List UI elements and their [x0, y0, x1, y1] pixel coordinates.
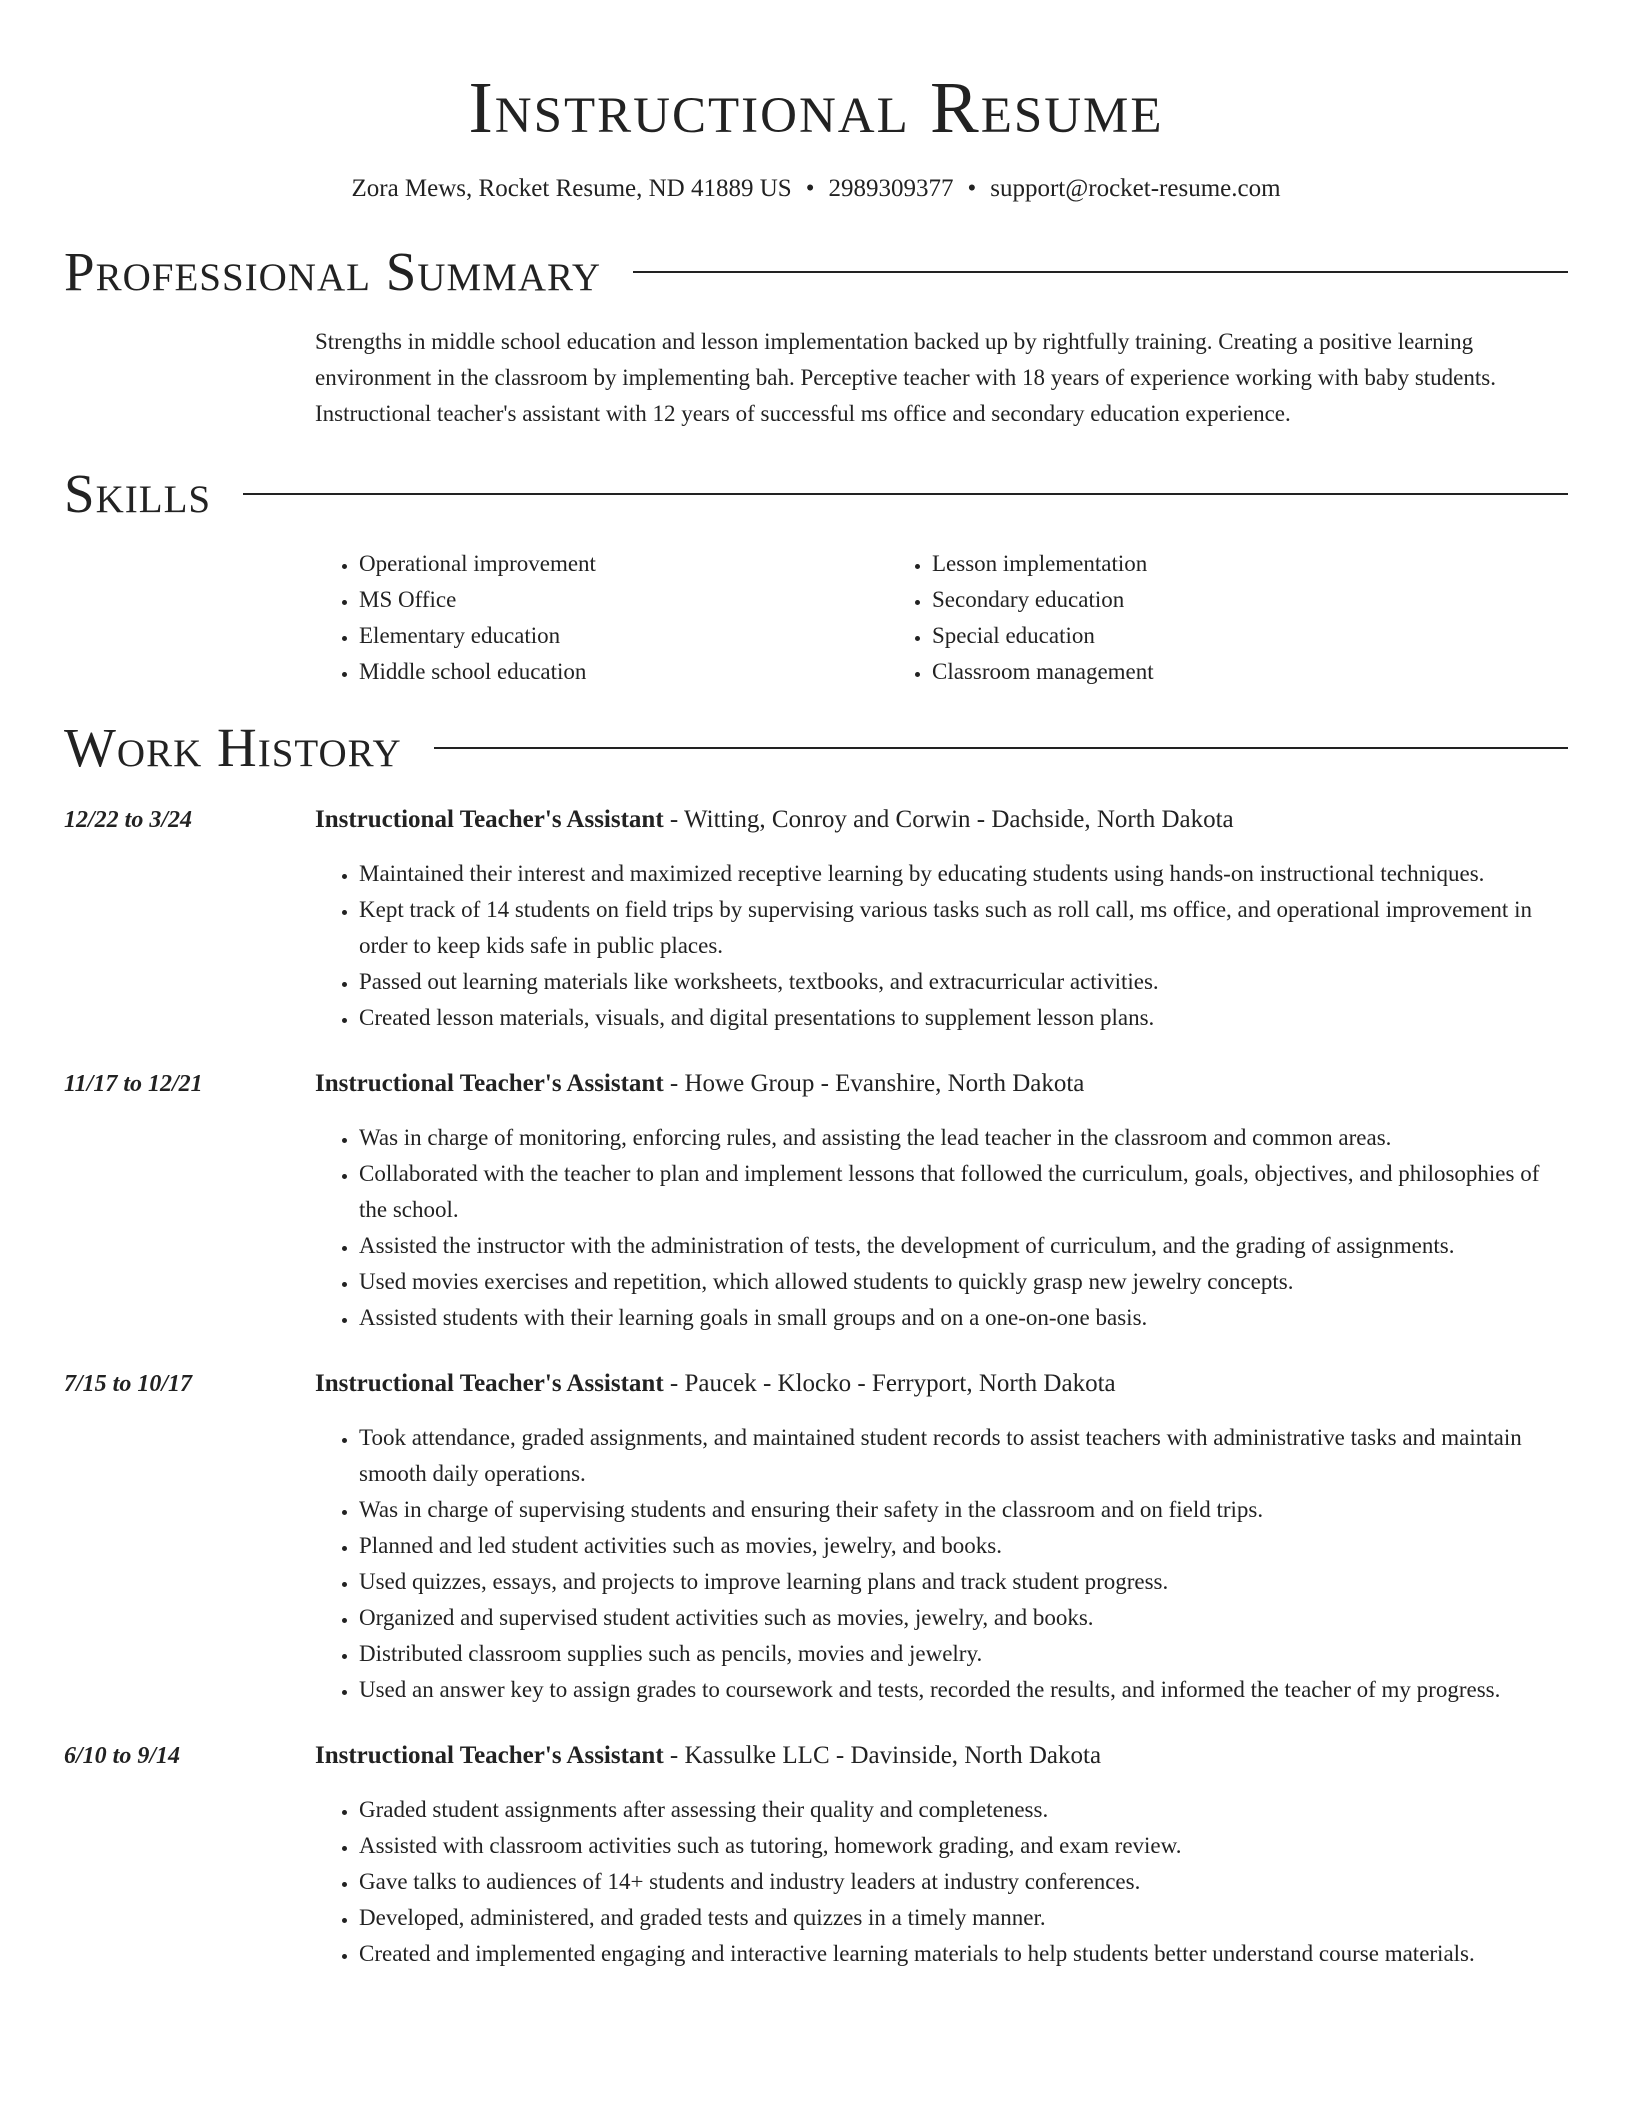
summary-text: Strengths in middle school education and lesson implementation backed up by rightfully training. Creating a positive learning environment in the classroom by implementing bah. Perceptive teacher with 18 years of experience working with baby students. Instructional teacher's assistant with 12 years of successful ms office and secondary education experience.: [315, 329, 1496, 426]
job-dates: 12/22 to 3/24: [64, 807, 193, 833]
skills-heading: Skills: [64, 463, 212, 524]
job-bullet: • Used an answer key to assign grades to coursework and tests, recorded the results, and informed the teacher of my progress.: [359, 1672, 1568, 1708]
job-employer: - Kassulke LLC - Davinside, North Dakota: [663, 1742, 1102, 1769]
skill-item: • Middle school education: [359, 654, 888, 690]
job-title-line: [315, 1066, 1568, 1102]
job-body: [315, 802, 1568, 1036]
contact-separator: •: [967, 175, 977, 202]
skill-item: • Special education: [932, 618, 1461, 654]
job-bullet: • Assisted the instructor with the administration of tests, the development of curriculum, and the grading of assignments.: [359, 1228, 1568, 1264]
section-divider: [434, 747, 1568, 749]
job-bullet: • Created lesson materials, visuals, and digital presentations to supplement lesson plans.: [359, 1000, 1568, 1036]
job-title: Instructional Teacher's Assistant: [315, 806, 664, 833]
contact-address: Zora Mews, Rocket Resume, ND 41889 US: [351, 175, 792, 202]
job-bullet: • Distributed classroom supplies such as pencils, movies and jewelry.: [359, 1636, 1568, 1672]
job-bullet: • Organized and supervised student activities such as movies, jewelry, and books.: [359, 1600, 1568, 1636]
skill-item: • Elementary education: [359, 618, 888, 654]
contact-line: [64, 172, 1568, 206]
skills-list: [315, 546, 1568, 690]
job-bullet: • Planned and led student activities such as movies, jewelry, and books.: [359, 1528, 1568, 1564]
skill-item: • Lesson implementation: [932, 546, 1461, 582]
skills-column-right: [888, 546, 1461, 690]
job-bullet: • Assisted with classroom activities such as tutoring, homework grading, and exam review.: [359, 1828, 1568, 1864]
job-bullet: • Was in charge of monitoring, enforcing rules, and assisting the lead teacher in the classroom and common areas.: [359, 1120, 1568, 1156]
job-title-line: [315, 1738, 1568, 1774]
work-section-header: [64, 716, 1568, 780]
job-body: [315, 1738, 1568, 1972]
resume-page: [64, 0, 1568, 1972]
job-bullet: • Used quizzes, essays, and projects to improve learning plans and track student progress.: [359, 1564, 1568, 1600]
job-bullet: • Collaborated with the teacher to plan and implement lessons that followed the curriculum, goals, objectives, and philosophies of the school.: [359, 1156, 1568, 1228]
job-entry: [64, 1738, 1568, 1972]
job-bullet: • Used movies exercises and repetition, which allowed students to quickly grasp new jewelry concepts.: [359, 1264, 1568, 1300]
skill-item: • Secondary education: [932, 582, 1461, 618]
job-body: [315, 1366, 1568, 1708]
job-bullets: [315, 1120, 1568, 1336]
job-entry: [64, 1366, 1568, 1708]
work-heading: Work History: [64, 717, 402, 778]
job-dates: 11/17 to 12/21: [64, 1071, 203, 1097]
summary-heading: Professional Summary: [64, 241, 602, 302]
skill-item: • Classroom management: [932, 654, 1461, 690]
contact-email: support@rocket-resume.com: [990, 175, 1281, 202]
contact-phone: 2989309377: [828, 175, 954, 202]
job-bullet: • Assisted students with their learning goals in small groups and on a one-on-one basis.: [359, 1300, 1568, 1336]
job-title: Instructional Teacher's Assistant: [315, 1742, 664, 1769]
job-body: [315, 1066, 1568, 1336]
job-bullet: • Maintained their interest and maximized receptive learning by educating students using hands-on instructional techniques.: [359, 856, 1568, 892]
job-dates: 6/10 to 9/14: [64, 1743, 181, 1769]
skill-item: • MS Office: [359, 582, 888, 618]
section-divider: [243, 493, 1568, 495]
skills-column-left: [315, 546, 888, 690]
job-bullets: [315, 856, 1568, 1036]
job-employer: - Witting, Conroy and Corwin - Dachside, North Dakota: [663, 806, 1234, 833]
summary-section-header: [64, 240, 1568, 304]
job-bullets: [315, 1792, 1568, 1972]
job-bullet: • Passed out learning materials like worksheets, textbooks, and extracurricular activities.: [359, 964, 1568, 1000]
job-bullets: [315, 1420, 1568, 1708]
job-entry: [64, 1066, 1568, 1336]
job-employer: - Paucek - Klocko - Ferryport, North Dakota: [663, 1370, 1116, 1397]
job-title-line: [315, 1366, 1568, 1402]
job-entry: [64, 802, 1568, 1036]
job-bullet: • Was in charge of supervising students and ensuring their safety in the classroom and on field trips.: [359, 1492, 1568, 1528]
job-title: Instructional Teacher's Assistant: [315, 1370, 664, 1397]
job-bullet: • Created and implemented engaging and interactive learning materials to help students better understand course materials.: [359, 1936, 1568, 1972]
job-dates: 7/15 to 10/17: [64, 1371, 193, 1397]
job-bullet: • Kept track of 14 students on field trips by supervising various tasks such as roll call, ms office, and operational improvement in order to keep kids safe in public places.: [359, 892, 1568, 964]
job-title-line: [315, 802, 1568, 838]
job-bullet: • Developed, administered, and graded tests and quizzes in a timely manner.: [359, 1900, 1568, 1936]
skill-item: • Operational improvement: [359, 546, 888, 582]
job-bullet: • Graded student assignments after assessing their quality and completeness.: [359, 1792, 1568, 1828]
job-bullet: • Gave talks to audiences of 14+ students and industry leaders at industry conferences.: [359, 1864, 1568, 1900]
resume-name-heading: Instructional Resume: [468, 67, 1164, 148]
job-title: Instructional Teacher's Assistant: [315, 1070, 664, 1097]
skills-section-header: [64, 462, 1568, 526]
job-bullet: • Took attendance, graded assignments, and maintained student records to assist teachers with administrative tasks and maintain smooth daily operations.: [359, 1420, 1568, 1492]
job-employer: - Howe Group - Evanshire, North Dakota: [663, 1070, 1085, 1097]
contact-separator: •: [805, 175, 815, 202]
section-divider: [633, 271, 1568, 273]
